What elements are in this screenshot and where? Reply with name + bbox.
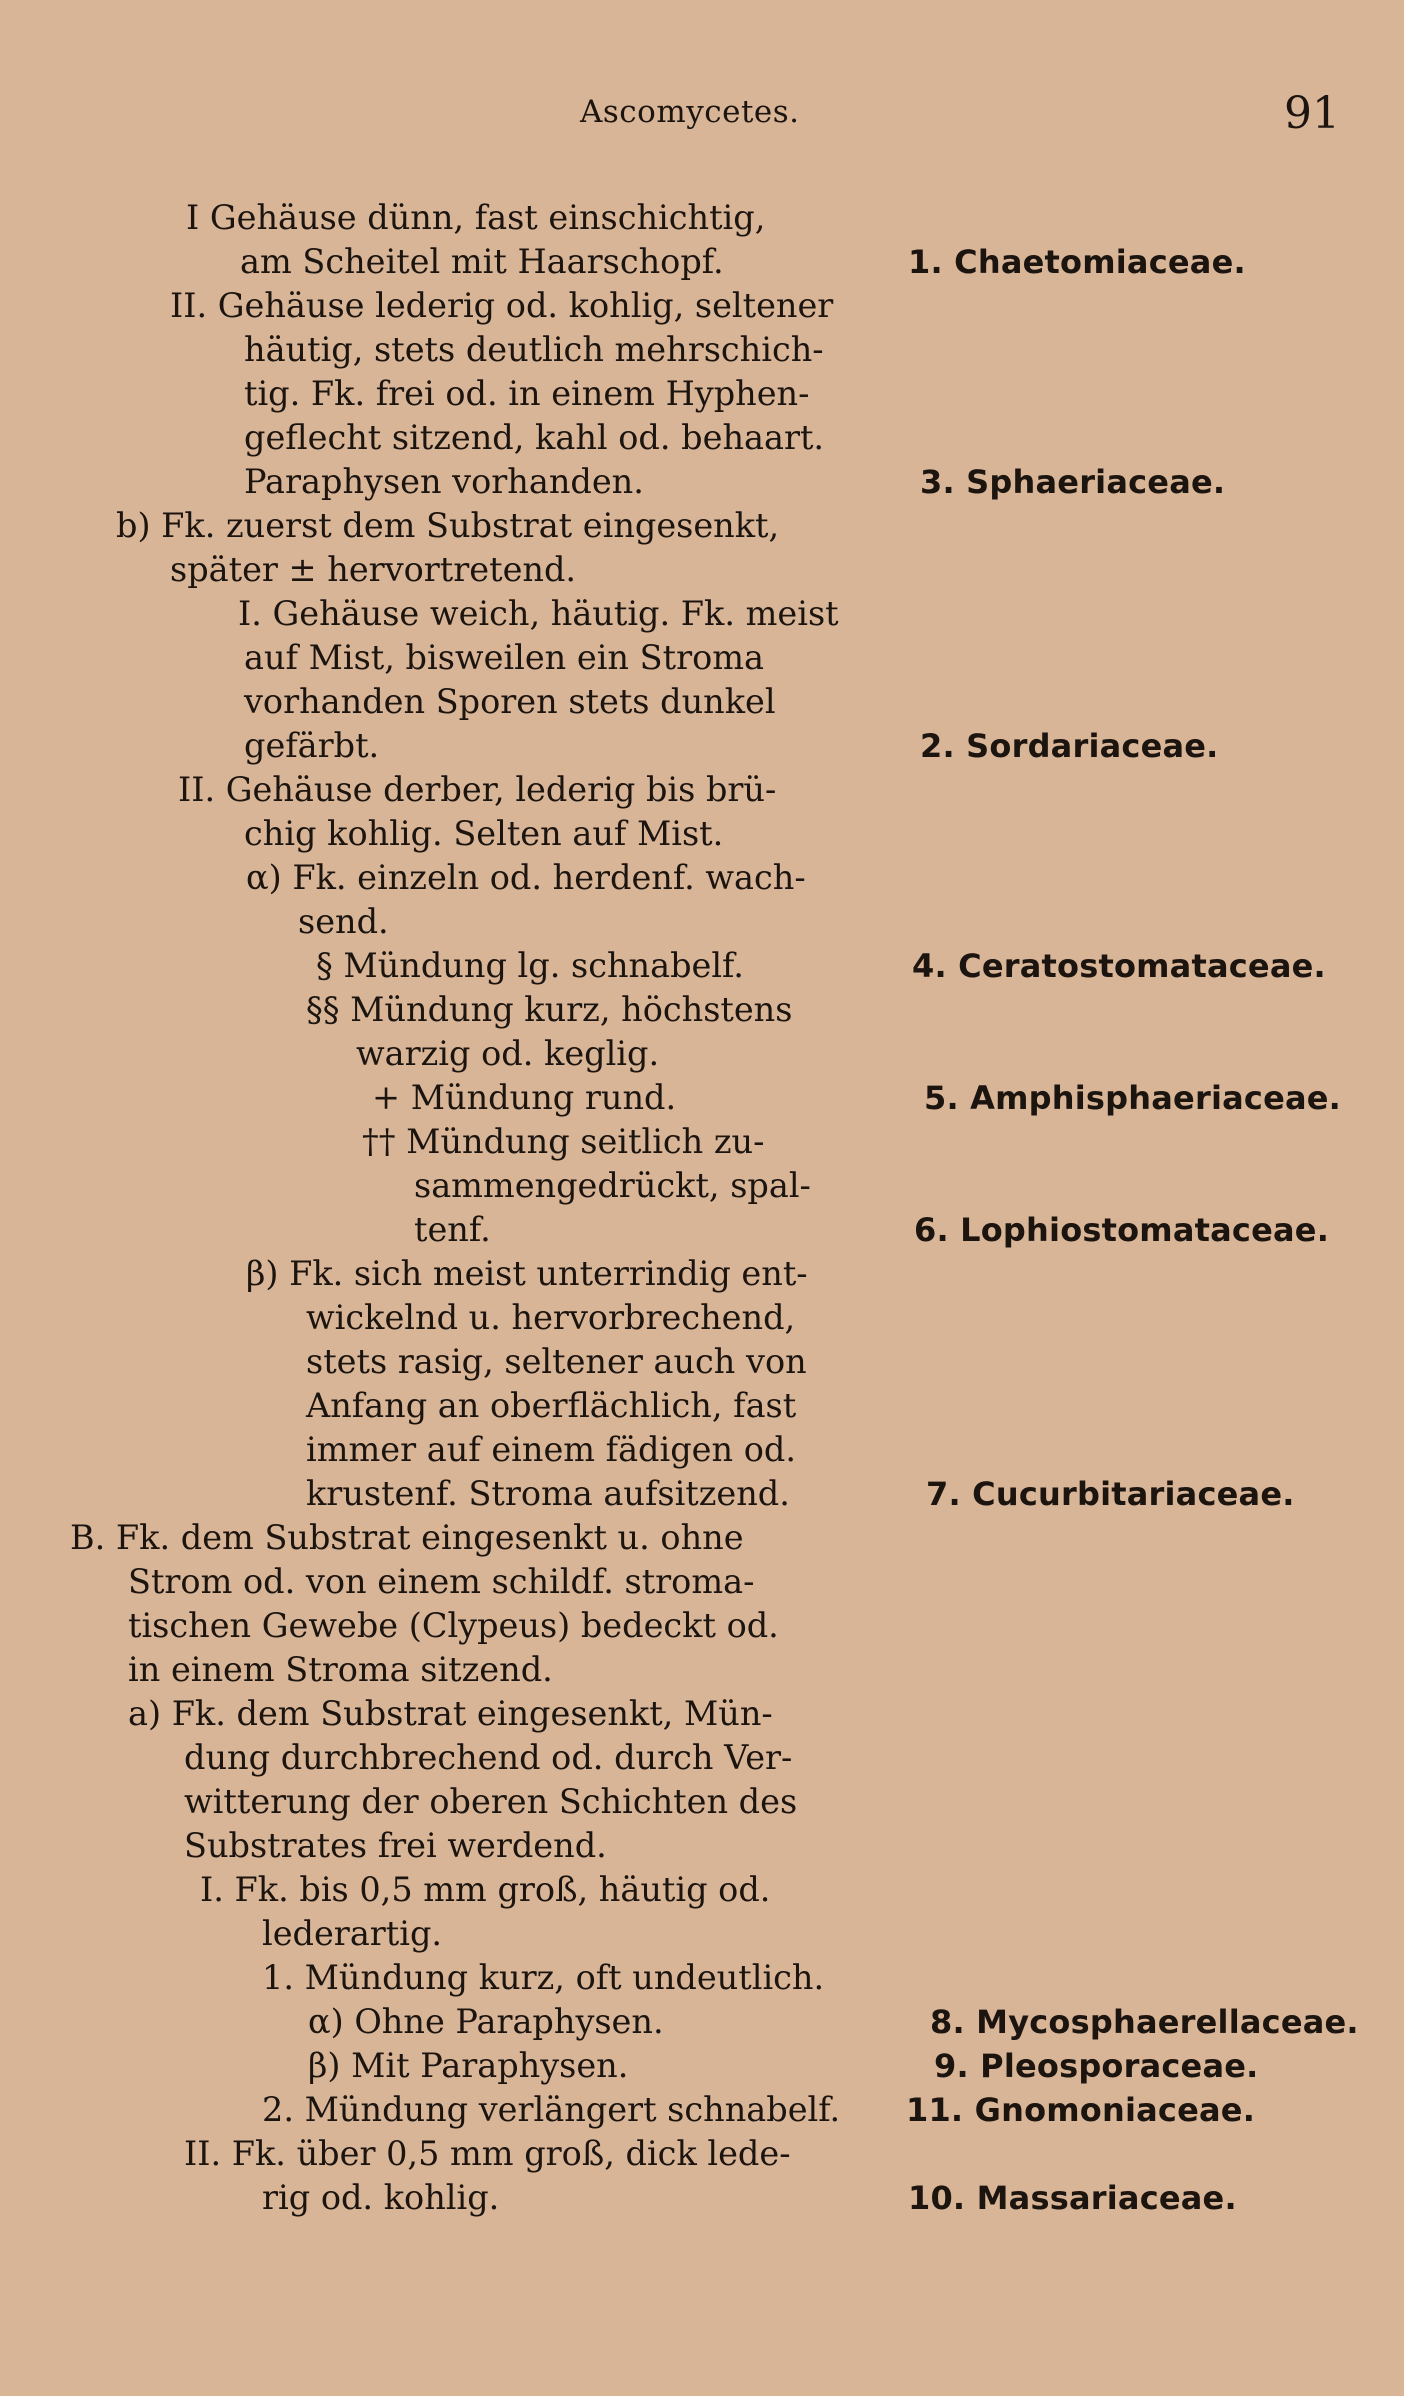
key-line: chig kohlig. Selten auf Mist. xyxy=(244,814,724,853)
key-line: vorhanden Sporen stets dunkel xyxy=(244,682,776,721)
key-line: β) Mit Paraphysen. xyxy=(308,2046,629,2085)
key-line: tenf. xyxy=(414,1210,491,1249)
key-line: II. Gehäuse lederig od. kohlig, seltener xyxy=(170,286,834,325)
key-line: immer auf einem fädigen od. xyxy=(306,1430,796,1469)
family-name: 1. Chaetomiaceae. xyxy=(908,243,1246,281)
key-line: II. Gehäuse derber, lederig bis brü- xyxy=(178,770,777,809)
key-line: lederartig. xyxy=(262,1914,443,1953)
key-line: α) Fk. einzeln od. herdenf. wach- xyxy=(246,858,806,897)
key-line: β) Fk. sich meist unterrindig ent- xyxy=(246,1254,808,1293)
key-line: a) Fk. dem Substrat eingesenkt, Mün- xyxy=(128,1694,773,1733)
key-line: I Gehäuse dünn, fast einschichtig, xyxy=(186,198,766,237)
key-line: B. Fk. dem Substrat eingesenkt u. ohne xyxy=(70,1518,744,1557)
family-name: 2. Sordariaceae. xyxy=(920,727,1219,765)
key-line: I. Fk. bis 0,5 mm groß, häutig od. xyxy=(200,1870,771,1909)
key-line: warzig od. keglig. xyxy=(356,1034,660,1073)
key-line: geflecht sitzend, kahl od. behaart. xyxy=(244,418,825,457)
running-header: Ascomycetes. xyxy=(580,94,800,130)
family-name: 4. Ceratostomataceae. xyxy=(912,947,1326,985)
key-line: §§ Mündung kurz, höchstens xyxy=(306,990,793,1029)
key-line: dung durchbrechend od. durch Ver- xyxy=(184,1738,793,1777)
key-line: rig od. kohlig. xyxy=(262,2178,500,2217)
key-line: α) Ohne Paraphysen. xyxy=(308,2002,664,2041)
key-line: II. Fk. über 0,5 mm groß, dick lede- xyxy=(184,2134,791,2173)
key-line: wickelnd u. hervorbrechend, xyxy=(306,1298,796,1337)
family-name: 8. Mycosphaerellaceae. xyxy=(930,2003,1359,2041)
key-line: später ± hervortretend. xyxy=(170,550,577,589)
key-line: krustenf. Stroma aufsitzend. xyxy=(306,1474,790,1513)
family-name: 3. Sphaeriaceae. xyxy=(920,463,1226,501)
key-line: Substrates frei werdend. xyxy=(184,1826,607,1865)
key-line: †† Mündung seitlich zu- xyxy=(362,1122,765,1161)
key-line: b) Fk. zuerst dem Substrat eingesenkt, xyxy=(116,506,780,545)
key-line: send. xyxy=(298,902,389,941)
key-line: sammengedrückt, spal- xyxy=(414,1166,811,1205)
key-line: auf Mist, bisweilen ein Stroma xyxy=(244,638,764,677)
key-line: tischen Gewebe (Clypeus) bedeckt od. xyxy=(128,1606,779,1645)
family-name: 5. Amphisphaeriaceae. xyxy=(924,1079,1342,1117)
key-line: witterung der oberen Schichten des xyxy=(184,1782,798,1821)
key-line: Strom od. von einem schildf. stroma- xyxy=(128,1562,755,1601)
key-line: stets rasig, seltener auch von xyxy=(306,1342,807,1381)
page-number: 91 xyxy=(1284,88,1340,139)
family-name: 6. Lophiostomataceae. xyxy=(914,1211,1330,1249)
key-line: 1. Mündung kurz, oft undeutlich. xyxy=(262,1958,825,1997)
key-line: in einem Stroma sitzend. xyxy=(128,1650,553,1689)
family-name: 11. Gnomoniaceae. xyxy=(906,2091,1256,2129)
family-name: 9. Pleosporaceae. xyxy=(934,2047,1259,2085)
key-line: Anfang an oberflächlich, fast xyxy=(306,1386,797,1425)
key-line: Paraphysen vorhanden. xyxy=(244,462,644,501)
family-name: 10. Massariaceae. xyxy=(908,2179,1237,2217)
key-line: I. Gehäuse weich, häutig. Fk. meist xyxy=(238,594,839,633)
key-line: häutig, stets deutlich mehrschich- xyxy=(244,330,824,369)
key-line: § Mündung lg. schnabelf. xyxy=(316,946,744,985)
key-line: gefärbt. xyxy=(244,726,380,765)
family-name: 7. Cucurbitariaceae. xyxy=(926,1475,1295,1513)
key-line: am Scheitel mit Haarschopf. xyxy=(240,242,724,281)
key-line: + Mündung rund. xyxy=(372,1078,677,1117)
key-line: tig. Fk. frei od. in einem Hyphen- xyxy=(244,374,810,413)
key-line: 2. Mündung verlängert schnabelf. xyxy=(262,2090,841,2129)
